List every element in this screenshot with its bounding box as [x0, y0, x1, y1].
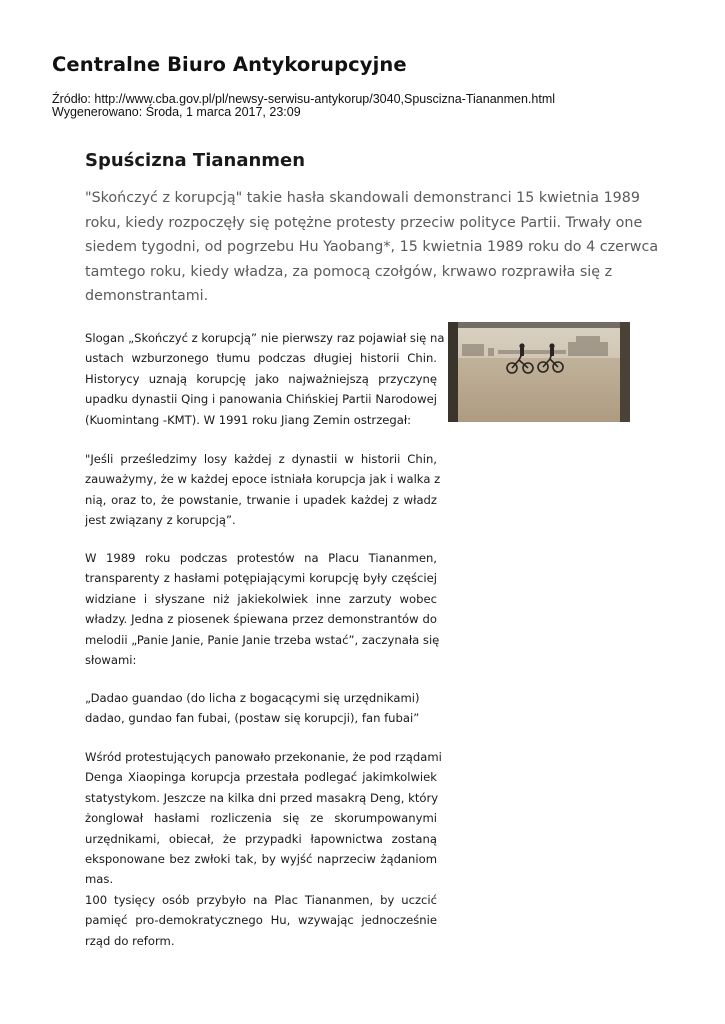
article-quote	[85, 449, 441, 531]
text-line: jest związany z korupcją”.	[85, 513, 236, 528]
article-lead	[85, 186, 659, 309]
lead-line: demonstrantami.	[85, 288, 209, 304]
article-title: Spuścizna Tiananmen	[85, 150, 306, 171]
text-line: żonglował hasłami rozliczenia się ze skorumpowanymi	[85, 811, 437, 826]
source-line: Źródło: http://www.cba.gov.pl/pl/newsy-serwisu-antykorup/3040,Spuscizna-Tiananmen.html	[52, 92, 556, 106]
article-paragraph	[85, 747, 442, 951]
lead-line: siedem tygodni, od pogrzebu Hu Yaobang*, 15 kwietnia 1989 roku do 4 czerwca	[85, 239, 659, 255]
cyclists-in-square-image	[448, 322, 630, 422]
text-line: melodii „Panie Janie, Panie Janie trzeba wstać”, zaczynała się	[85, 632, 440, 647]
text-line: władzy. Jedna z piosenek śpiewana przez demonstrantów do	[85, 612, 437, 627]
text-line: 100 tysięcy osób przybyło na Plac Tiananmen, by uczcić	[85, 892, 437, 907]
text-line: Denga Xiaopinga korupcja przestała podlegać jakimkolwiek	[85, 770, 437, 785]
lead-line: tamtego roku, kiedy władza, za pomocą czołgów, krwawo rozprawiła się z	[85, 263, 613, 280]
site-title: Centralne Biuro Antykorupcyjne	[52, 53, 407, 76]
text-line: W 1989 roku podczas protestów na Placu Tiananmen,	[85, 551, 437, 565]
text-line: upadku dynastii Qing i panowania Chińskiej Partii Narodowej	[85, 392, 437, 407]
song-lyrics	[85, 688, 437, 729]
generated-line: Wygenerowano: Środa, 1 marca 2017, 23:09	[52, 105, 301, 119]
text-line: dadao, gundao fan fubai, (postaw się korupcji), fan fubai”	[85, 711, 420, 726]
text-line: „Dadao guandao (do licha z bogacącymi się urzędnikami)	[85, 691, 420, 705]
text-line: zauważymy, że w każdej epoce istniała korupcja jak i walka z	[85, 472, 441, 487]
text-line: "Jeśli prześledzimy losy każdej z dynastii w historii Chin,	[85, 452, 437, 466]
article-paragraph	[85, 328, 445, 430]
text-line: Slogan „Skończyć z korupcją” nie pierwszy raz pojawiał się na	[85, 331, 445, 345]
text-line: ustach wzburzonego tłumu podczas długiej historii Chin.	[85, 351, 437, 366]
text-line: statystykom. Jeszcze na kilka dni przed masakrą Deng, który	[85, 790, 439, 805]
lead-line: "Skończyć z korupcją" takie hasła skandowali demonstranci 15 kwietnia 1989	[85, 190, 640, 206]
text-line: eksponowane bez zwłoki tak, by wyjść naprzeciw żądaniom	[85, 852, 437, 867]
text-line: nią, oraz to, że powstanie, trwanie i upadek każdej z władz	[85, 492, 437, 507]
text-line: słowami:	[85, 653, 137, 668]
text-line: Wśród protestujących panowało przekonanie, że pod rządami	[85, 750, 442, 764]
text-line: widziane i słyszane niż jakiekolwiek inne zarzuty wobec	[85, 591, 437, 606]
text-line: transparenty z hasłami potępiającymi korupcję były częściej	[85, 571, 437, 586]
lead-line: roku, kiedy rozpoczęły się potężne protesty przeciw polityce Partii. Trwały one	[85, 214, 643, 231]
text-line: urzędnikami, obiecał, że przypadki łapownictwa zostaną	[85, 831, 437, 846]
text-line: (Kuomintang -KMT). W 1991 roku Jiang Zemin ostrzegał:	[85, 412, 412, 427]
text-line: mas.	[85, 872, 114, 887]
text-line: rząd do reform.	[85, 933, 175, 948]
document-meta	[52, 93, 555, 119]
text-line: Historycy uznają korupcję jako najważniejszą przyczynę	[85, 371, 437, 386]
article-photo	[448, 322, 630, 422]
text-line: pamięć pro-demokratycznego Hu, wzywając jednocześnie	[85, 913, 437, 928]
article-paragraph	[85, 548, 440, 670]
